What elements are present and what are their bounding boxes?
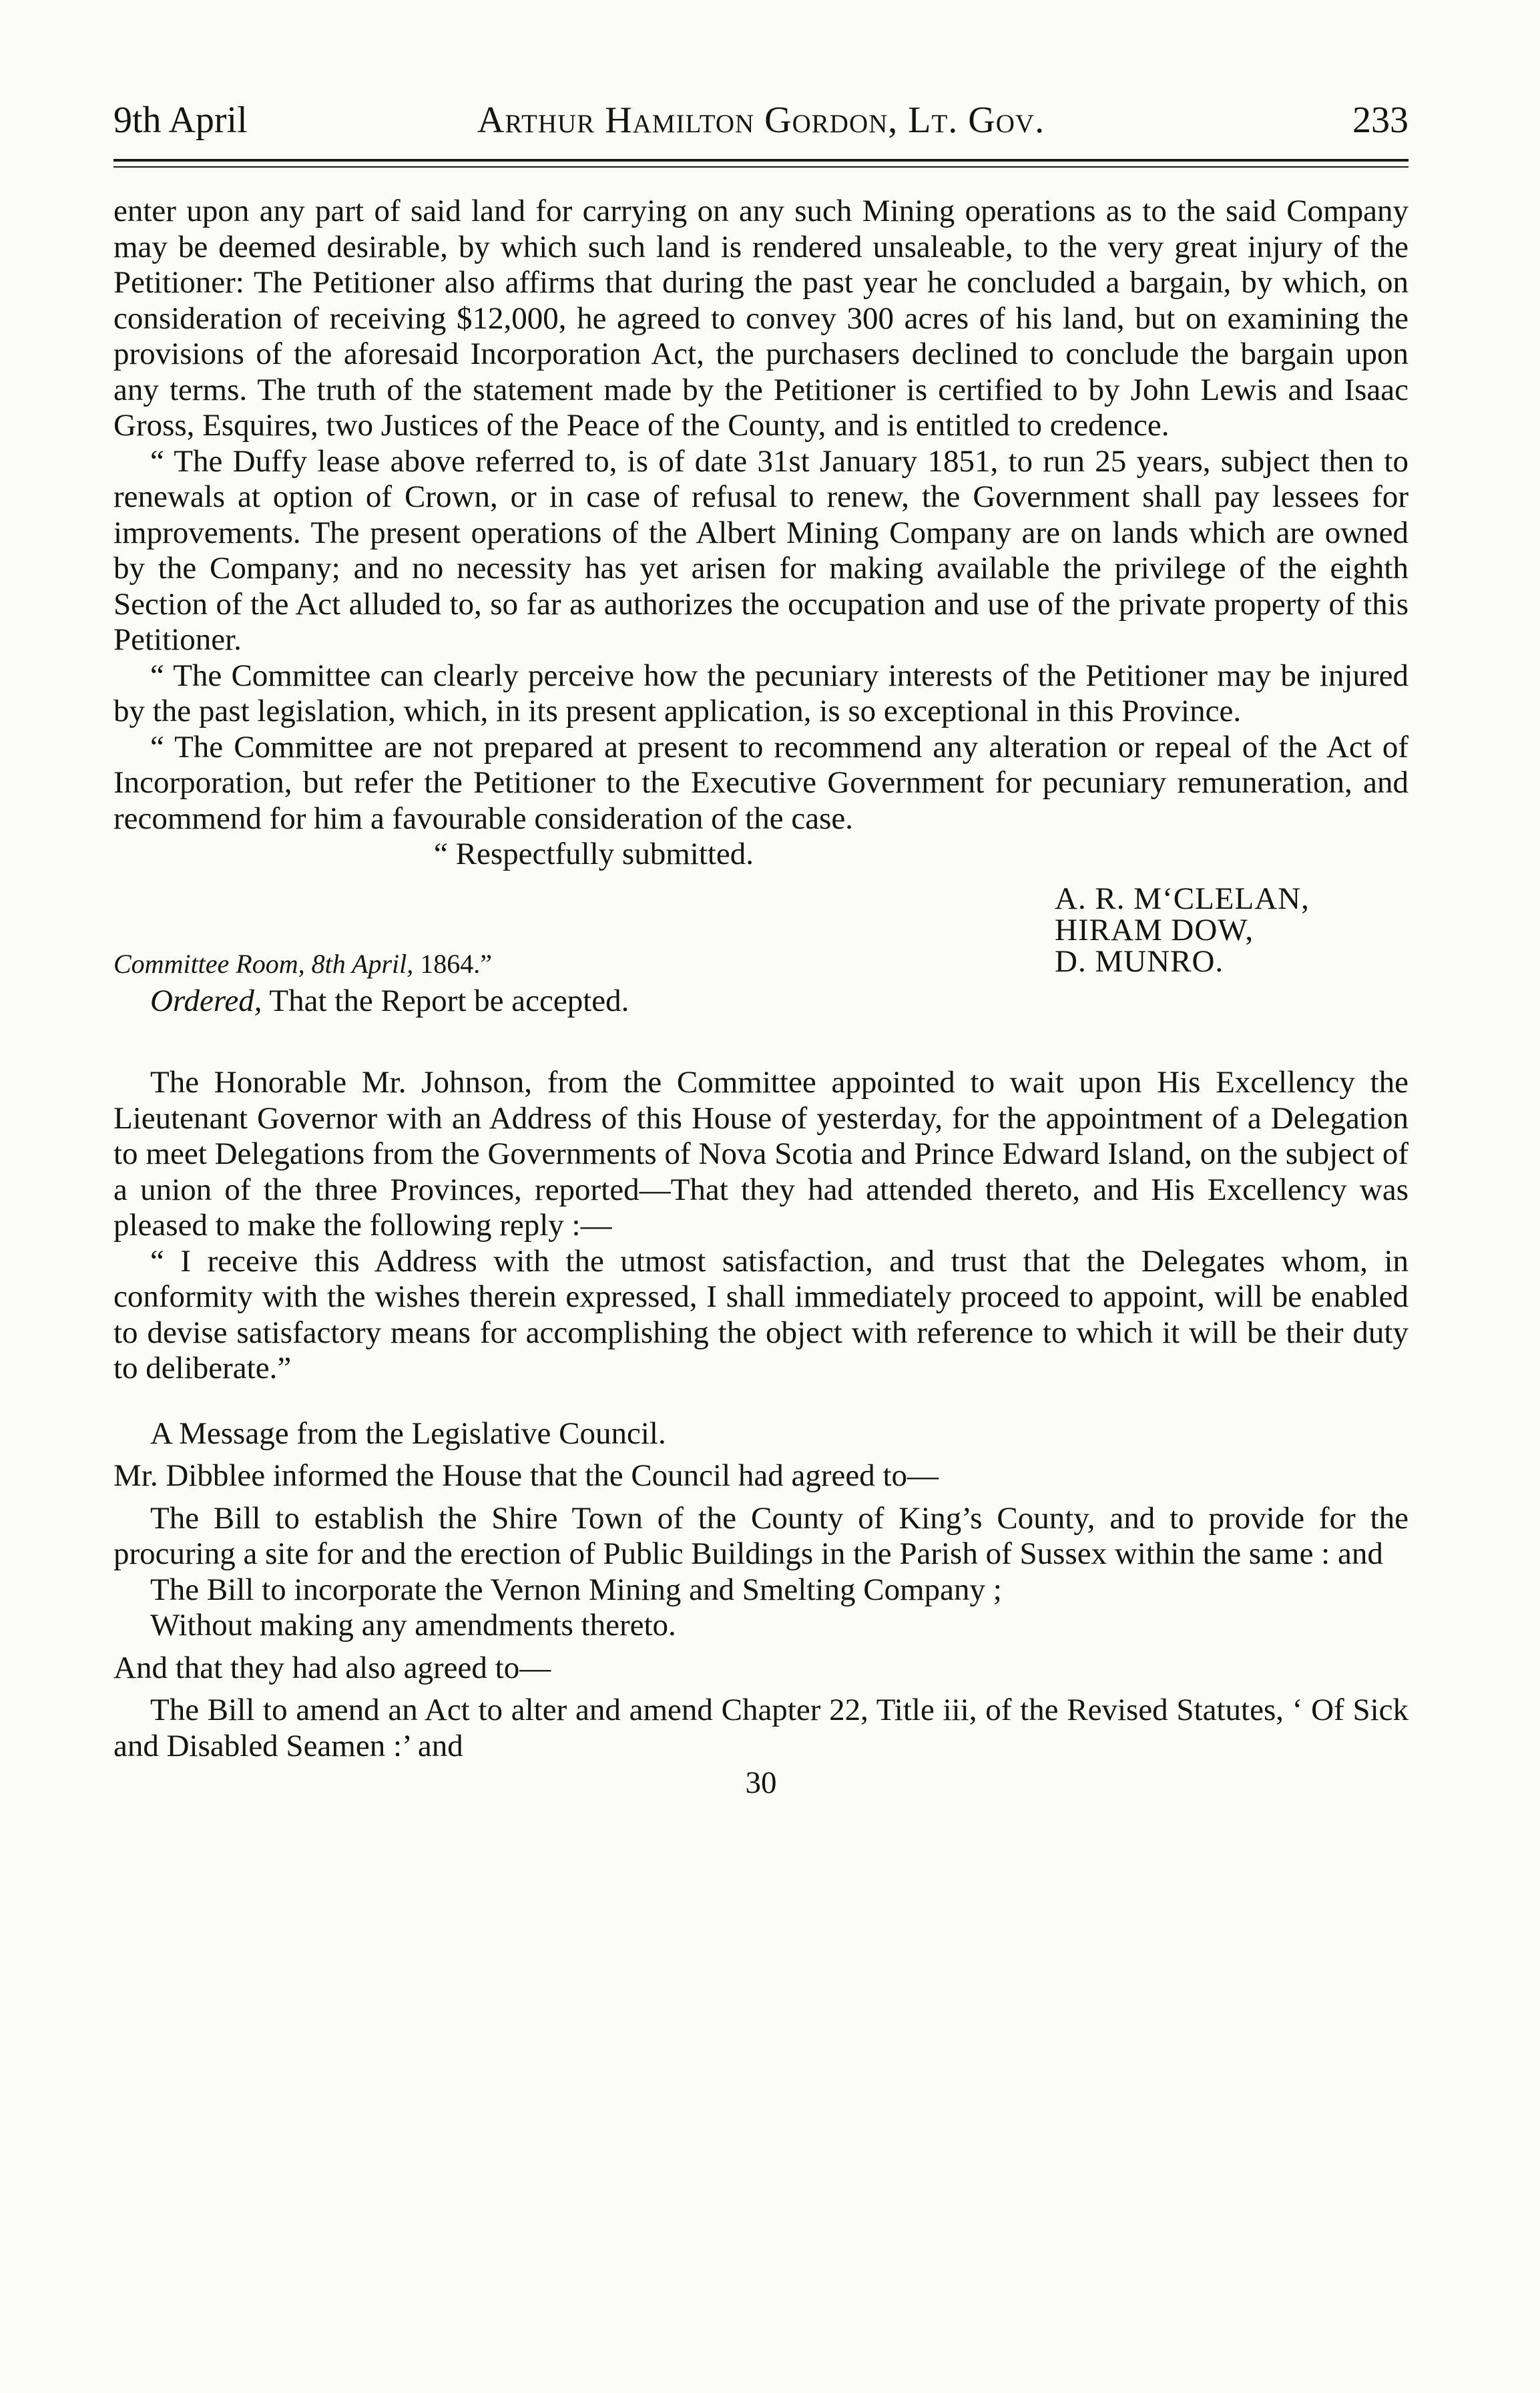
page-header <box>113 99 1408 152</box>
respectfully-submitted: “ Respectfully submitted. <box>434 837 754 871</box>
paragraph-duffy-lease: “ The Duffy lease above referred to, is of date 31st January 1851, to run 25 years, subject then to renewals at option of Crown, or in case of refusal to renew, the Government shall pay lessees for improvements. The present operations of the Albert Mining Company are on lands which are owned by the Company; and no necessity has yet arisen for making available the privilege of the eighth Section of the Act alluded to, so far as authorizes the occupation and use of the private property of this Petitioner. <box>113 443 1408 657</box>
paragraph-johnson-report: The Honorable Mr. Johnson, from the Committee appointed to wait upon His Excellency the Lieutenant Governor with an Address of this House of yesterday, for the appointment of a Delegation to meet Delegations from the Governments of Nova Scotia and Prince Edward Island, on the subject of a union of the three Provinces, reported—That they had attended thereto, and His Excellency was pleased to make the following reply :— <box>113 1065 1408 1243</box>
paragraph-bill-vernon-mining: The Bill to incorporate the Vernon Mining and Smelting Company ; <box>150 1572 1002 1607</box>
page-number: 233 <box>1352 99 1408 141</box>
signatory: HIRAM DOW, <box>1055 913 1254 947</box>
paragraph-without-amendments: Without making any amendments thereto. <box>150 1608 676 1643</box>
header-rule-thick <box>113 159 1408 162</box>
paragraph-also-agreed: And that they had also agreed to— <box>113 1650 551 1685</box>
committee-room-dateline <box>113 946 492 982</box>
section-spacer <box>113 1452 1408 1458</box>
section-spacer <box>113 1644 1408 1651</box>
signatories <box>1055 883 1310 977</box>
section-spacer <box>113 1686 1408 1693</box>
paragraph-committee-recommend: “ The Committee are not prepared at present to recommend any alteration or repeal of the Act of Incorporation, but refer the Petitioner to the Executive Government for pecuniary remuneration, and recommend for him a favourable consideration of the case. <box>113 729 1408 836</box>
ordered-text: That the Report be accepted. <box>269 984 629 1018</box>
running-head: Arthur Hamilton Gordon, Lt. Gov. <box>477 99 1045 141</box>
ordered-line <box>150 984 629 1020</box>
committee-room-label: Committee Room, <box>113 949 305 979</box>
paragraph-petition-continued: enter upon any part of said land for carrying on any such Mining operations as to the said Company may be deemed desirable, by which such land is rendered unsaleable, to the very great injury of the Petitioner: The Petitioner also affirms that during the past year he concluded a bargain, by which, on consideration of receiving $12,000, he agreed to convey 300 acres of his land, but on examining the provisions of the aforesaid Incorporation Act, the purchasers declined to conclude the bargain upon any terms. The truth of the statement made by the Petitioner is certified to by John Lewis and Isaac Gross, Esquires, two Justices of the Peace of the County, and is entitled to credence. <box>113 194 1408 443</box>
paragraph-governor-reply: “ I receive this Address with the utmost satisfaction, and trust that the Delegates whom, in conformity with the wishes therein expressed, I shall immediately proceed to appoint, will be enabled to devise satisfactory means for accomplishing the object with reference to which it will be their duty to deliberate.” <box>113 1243 1408 1385</box>
ordered-label: Ordered, <box>150 984 262 1018</box>
section-spacer <box>113 1494 1408 1501</box>
page-body <box>113 194 1408 1801</box>
signatory: D. MUNRO. <box>1055 944 1224 979</box>
signature-mark: 30 <box>745 1765 777 1800</box>
paragraph-message-council: A Message from the Legislative Council. <box>150 1416 666 1451</box>
paragraph-bill-shire-town: The Bill to establish the Shire Town of the County of King’s County, and to provide for the procuring a site for and the erection of Public Buildings in the Parish of Sussex within the same : and <box>113 1500 1408 1571</box>
signatory: A. R. M‘CLELAN, <box>1055 881 1310 916</box>
committee-room-date: 8th April, <box>311 949 414 979</box>
report-signature-block <box>113 837 1408 1030</box>
header-date: 9th April <box>113 99 248 141</box>
paragraph-committee-perceive: “ The Committee can clearly perceive how the pecuniary interests of the Petitioner may be injured by the past legislation, which, in its present application, is so exceptional in this Province. <box>113 658 1408 728</box>
paragraph-dibblee: Mr. Dibblee informed the House that the Council had agreed to— <box>113 1458 939 1493</box>
section-spacer <box>113 1387 1408 1416</box>
paragraph-bill-sick-seamen: The Bill to amend an Act to alter and amend Chapter 22, Title iii, of the Revised Statutes, ‘ Of Sick and Disabled Seamen :’ and <box>113 1693 1408 1763</box>
section-spacer <box>113 1030 1408 1065</box>
committee-room-year: 1864.” <box>420 949 493 979</box>
header-rule-thin <box>113 166 1408 168</box>
